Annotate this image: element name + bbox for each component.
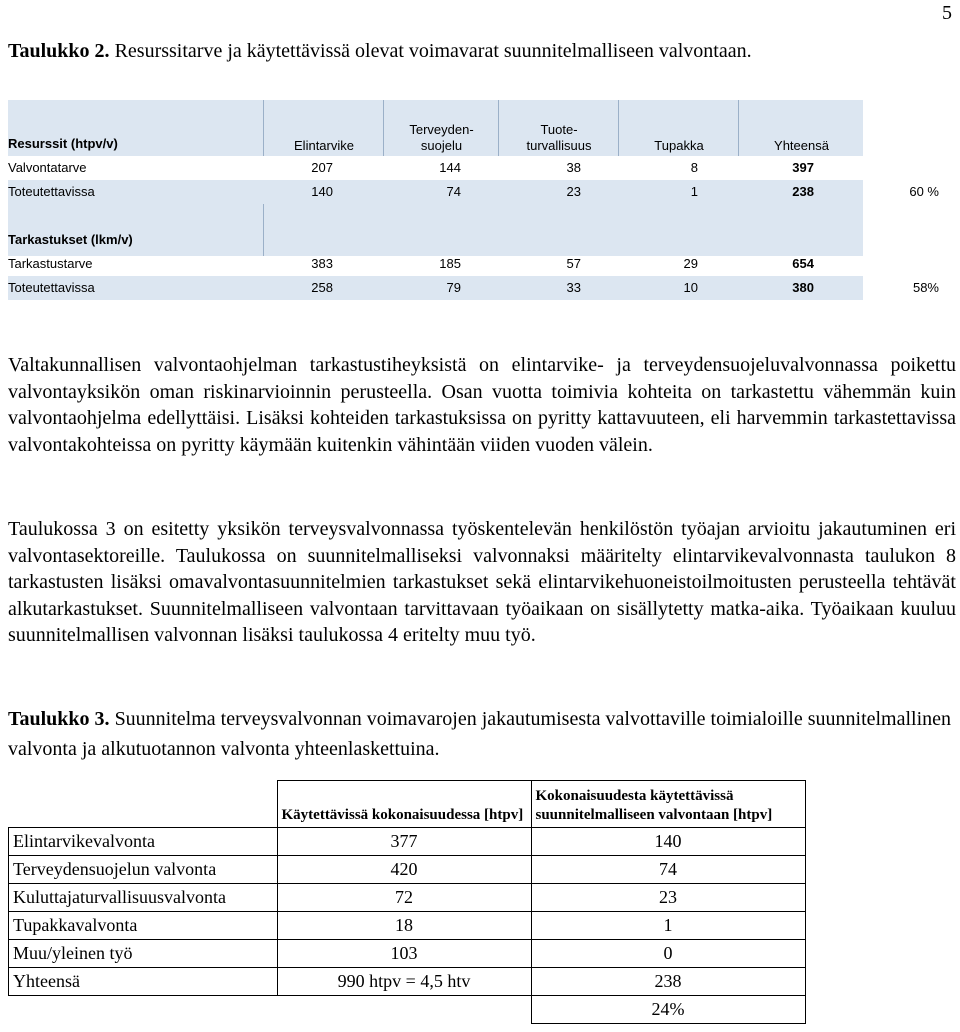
percentage-note: 58% — [912, 280, 939, 295]
inspections-section-title: Tarkastukset (lkm/v) — [8, 232, 133, 247]
cell-total: 990 htpv = 4,5 htv — [277, 968, 531, 996]
cell-value: 79 — [446, 280, 461, 295]
cell-value: 144 — [439, 160, 461, 175]
cell-total: 72 — [277, 884, 531, 912]
cell-planned: 1 — [531, 912, 805, 940]
col-header-total: Käytettävissä kokonaisuudessa [htpv] — [277, 781, 531, 828]
cell-value: 33 — [566, 280, 581, 295]
cell-value: 207 — [311, 160, 333, 175]
table3-caption-label: Taulukko 3. — [8, 708, 110, 730]
col-header-planned: Kokonaisuudesta käytettävissä suunnitelmalliseen valvontaan [htpv] — [531, 781, 805, 828]
allocation-table — [8, 780, 806, 1024]
cell-planned: 0 — [531, 940, 805, 968]
cell-planned: 238 — [531, 968, 805, 996]
cell-planned: 74 — [531, 856, 805, 884]
table-row — [9, 940, 806, 968]
page-number: 5 — [942, 2, 952, 24]
cell-total: 238 — [792, 184, 814, 199]
paragraph-work-distribution: Taulukossa 3 on esitetty yksikön terveysvalvonnassa työskentelevän henkilöstön työajan arvioitu jakautuminen eri valvontasektoreille. Taulukossa on suunnitelmalliseksi valvonnaksi määritelty elintarvikevalvonnasta taulukon 8 tarkastusten lisäksi omavalvontasuunnitelmien tarkastukset sekä elintarvikehuoneistoilmoitusten perusteella tehtävät alkutarkastukset. Suunnitelmalliseen valvontaan tarvittavaan työaikaan on sisällytetty matka-aika. Työaikaan kuuluu suunnitelmallisen valvonnan lisäksi taulukossa 4 eritelty muu työ. — [8, 518, 956, 646]
cell-value: 383 — [311, 256, 333, 271]
cell-total: 380 — [792, 280, 814, 295]
cell-value: 38 — [566, 160, 581, 175]
cell-total: 397 — [792, 160, 814, 175]
cell-value: 57 — [566, 256, 581, 271]
resources-section-title: Resurssit (htpv/v) — [8, 136, 118, 151]
table-row — [9, 968, 806, 996]
col-header-yhteensa: Yhteensä — [738, 100, 864, 156]
cell-value: 74 — [446, 184, 461, 199]
table3-caption — [8, 704, 956, 764]
table-row — [9, 884, 806, 912]
cell-value: 185 — [439, 256, 461, 271]
col-header-tupakka: Tupakka — [618, 100, 739, 156]
row-label: Tarkastustarve — [8, 256, 93, 271]
table-row — [9, 856, 806, 884]
cell-total: 377 — [277, 828, 531, 856]
table-header-row — [9, 781, 806, 828]
table-row — [9, 828, 806, 856]
table-row — [9, 912, 806, 940]
cell-value: 10 — [683, 280, 698, 295]
cell-value: 29 — [683, 256, 698, 271]
cell-value: 258 — [311, 280, 333, 295]
cell-value: 8 — [690, 160, 698, 175]
cell-total: 420 — [277, 856, 531, 884]
table2-caption — [8, 36, 752, 66]
col-header-terveydensuojelu: Terveyden- suojelu — [383, 100, 499, 156]
cell-value: 140 — [311, 184, 333, 199]
col-header-tuoteturvallisuus: Tuote- turvallisuus — [498, 100, 619, 156]
row-label: Toteutettavissa — [8, 184, 95, 199]
cell-value: 1 — [690, 184, 698, 199]
cell-value: 23 — [566, 184, 581, 199]
cell-total: 103 — [277, 940, 531, 968]
table-footer-row — [9, 996, 806, 1024]
cell-planned: 140 — [531, 828, 805, 856]
cell-total: 654 — [792, 256, 814, 271]
row-label: Elintarvikevalvonta — [9, 828, 278, 856]
percentage-note: 60 % — [909, 184, 939, 199]
row-label: Tupakkavalvonta — [9, 912, 278, 940]
row-label: Yhteensä — [9, 968, 278, 996]
table2-caption-text: Resurssitarve ja käytettävissä olevat voimavarat suunnitelmalliseen valvontaan. — [109, 40, 752, 62]
row-label: Valvontatarve — [8, 160, 87, 175]
table2-caption-label: Taulukko 2. — [8, 40, 110, 62]
col-header-elintarvike: Elintarvike — [263, 100, 384, 156]
cell-total: 18 — [277, 912, 531, 940]
table3-caption-text: Suunnitelma terveysvalvonnan voimavarojen jakautumisesta valvottaville toimialoille suunnitelmallinen valvonta ja alkutuotannon valvonta yhteenlaskettuina. — [8, 708, 952, 760]
row-label: Muu/yleinen työ — [9, 940, 278, 968]
row-label: Terveydensuojelun valvonta — [9, 856, 278, 884]
row-label: Toteutettavissa — [8, 280, 95, 295]
cell-planned: 23 — [531, 884, 805, 912]
paragraph-inspection-frequency: Valtakunnallisen valvontaohjelman tarkastustiheyksistä on elintarvike- ja terveydensuojeluvalvonnassa poikettu valvontayksikön oman riskinarvioinnin perusteella. Osan vuotta toimivia kohteita on tarkastettu vähemmän kuin valvontaohjelma edellyttäisi. Lisäksi kohteiden tarkastuksissa on pyritty kattavuuteen, eli harvemmin tarkastettavissa valvontakohteissa on pyritty käymään kuitenkin vähintään viiden vuoden välein. — [8, 354, 956, 456]
cell-planned-percentage: 24% — [531, 996, 805, 1024]
row-label: Kuluttajaturvallisuusvalvonta — [9, 884, 278, 912]
